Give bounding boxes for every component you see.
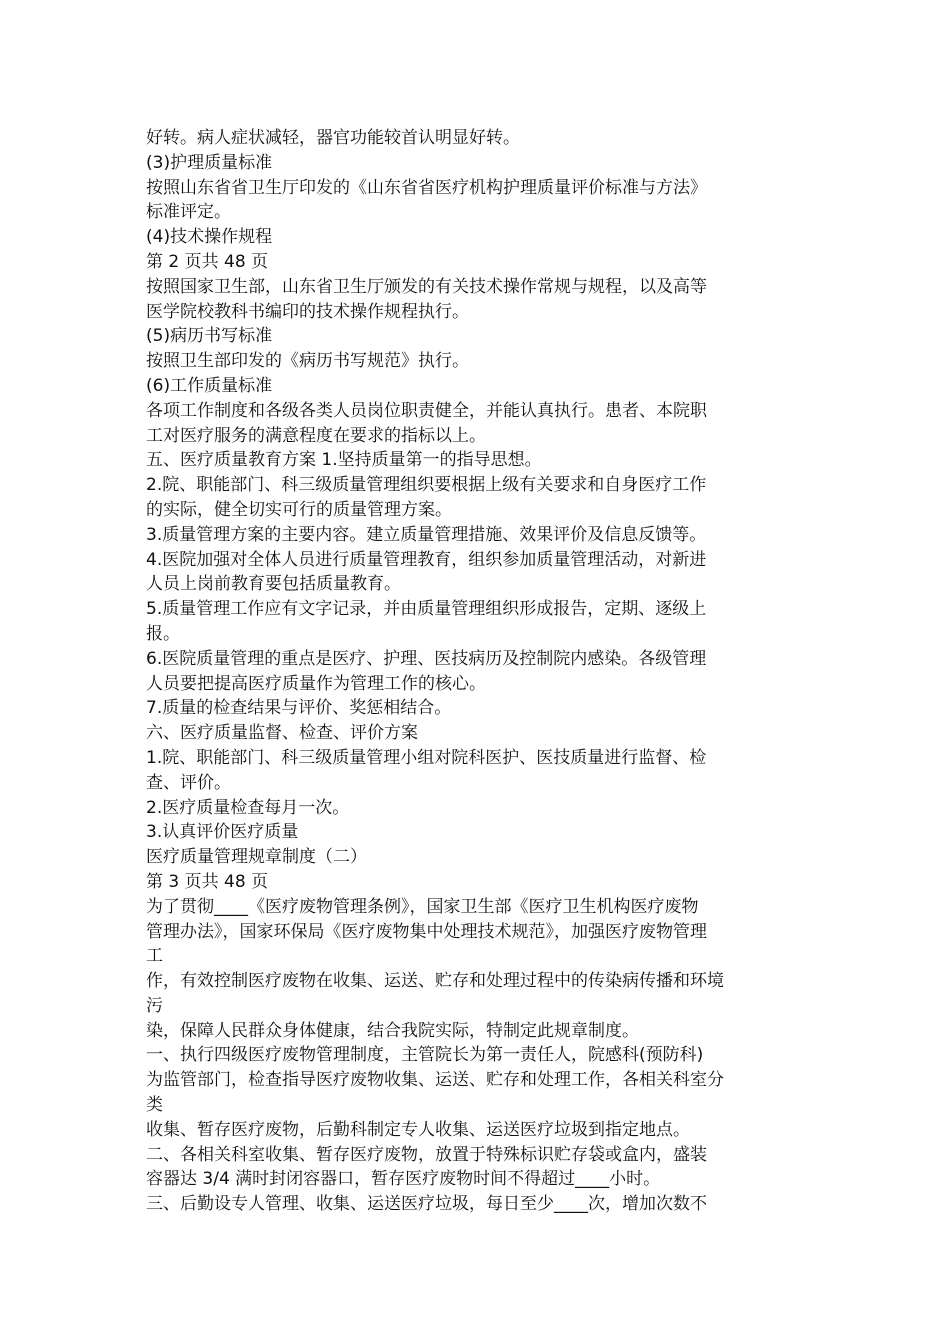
text-line: 工对医疗服务的满意程度在要求的指标以上。	[146, 425, 486, 446]
text-line: 4.医院加强对全体人员进行质量管理教育，组织参加质量管理活动，对新进	[146, 549, 707, 570]
text-line: 3.质量管理方案的主要内容。建立质量管理措施、效果评价及信息反馈等。	[146, 524, 707, 545]
text-line: 报。	[146, 623, 180, 644]
text-line: 医疗质量管理规章制度（二）	[146, 847, 367, 868]
text-line: 作，有效控制医疗废物在收集、运送、贮存和处理过程中的传染病传播和环境	[146, 971, 724, 992]
text-line: 1.院、职能部门、科三级质量管理小组对院科医护、医技质量进行监督、检	[146, 747, 707, 768]
text-line: 六、医疗质量监督、检查、评价方案	[146, 723, 418, 744]
text-line: 按照国家卫生部，山东省卫生厅颁发的有关技术操作常规与规程，以及高等	[146, 276, 707, 297]
text-line: 各项工作制度和各级各类人员岗位职责健全，并能认真执行。患者、本院职	[146, 400, 707, 421]
text-line: 按照山东省省卫生厅印发的《山东省省医疗机构护理质量评价标准与方法》	[146, 177, 707, 198]
text-line: (3)护理质量标准	[146, 152, 273, 173]
text-line: 为监管部门，检查指导医疗废物收集、运送、贮存和处理工作，各相关科室分	[146, 1070, 724, 1091]
text-line: 人员上岗前教育要包括质量教育。	[146, 574, 401, 595]
text-line: 3.认真评价医疗质量	[146, 822, 299, 843]
text-line: 7.质量的检查结果与评价、奖惩相结合。	[146, 698, 452, 719]
text-line: 6.医院质量管理的重点是医疗、护理、医技病历及控制院内感染。各级管理	[146, 648, 707, 669]
text-line: 容器达 3/4 满时封闭容器口，暂存医疗废物时间不得超过____小时。	[146, 1169, 661, 1190]
text-line: 工	[146, 946, 163, 967]
text-line: 类	[146, 1095, 163, 1116]
text-line: 5.质量管理工作应有文字记录，并由质量管理组织形成报告，定期、逐级上	[146, 599, 707, 620]
text-line: 查、评价。	[146, 772, 231, 793]
text-line: 污	[146, 995, 163, 1016]
text-line: 按照卫生部印发的《病历书写规范》执行。	[146, 351, 469, 372]
text-line: 人员要把提高医疗质量作为管理工作的核心。	[146, 673, 486, 694]
text-line: 第 3 页共 48 页	[146, 871, 269, 892]
text-line: 五、医疗质量教育方案 1.坚持质量第一的指导思想。	[146, 450, 542, 471]
text-line: 标准评定。	[146, 202, 231, 223]
text-line: (5)病历书写标准	[146, 326, 273, 347]
text-line: 一、执行四级医疗废物管理制度，主管院长为第一责任人，院感科(预防科)	[146, 1045, 704, 1066]
text-line: 二、各相关科室收集、暂存医疗废物，放置于特殊标识贮存袋或盒内，盛装	[146, 1144, 707, 1165]
text-line: (4)技术操作规程	[146, 227, 273, 248]
text-line: 第 2 页共 48 页	[146, 251, 269, 272]
text-line: 好转。病人症状减轻，器官功能较首认明显好转。	[146, 128, 520, 148]
text-line: 收集、暂存医疗废物，后勤科制定专人收集、运送医疗垃圾到指定地点。	[146, 1119, 690, 1140]
text-line: 2.院、职能部门、科三级质量管理组织要根据上级有关要求和自身医疗工作	[146, 475, 707, 496]
text-line: 2.医疗质量检查每月一次。	[146, 797, 350, 818]
text-line: 管理办法》，国家环保局《医疗废物集中处理技术规范》，加强医疗废物管理	[146, 921, 707, 942]
text-line: 三、后勤设专人管理、收集、运送医疗垃圾，每日至少____次，增加次数不	[146, 1194, 707, 1215]
document-body	[146, 126, 826, 1217]
text-line: 的实际，健全切实可行的质量管理方案。	[146, 499, 452, 520]
text-line: 为了贯彻____《医疗废物管理条例》，国家卫生部《医疗卫生机构医疗废物	[146, 896, 699, 917]
text-line: 医学院校教科书编印的技术操作规程执行。	[146, 301, 469, 322]
text-line: (6)工作质量标准	[146, 375, 273, 396]
text-line: 染，保障人民群众身体健康，结合我院实际，特制定此规章制度。	[146, 1020, 639, 1041]
